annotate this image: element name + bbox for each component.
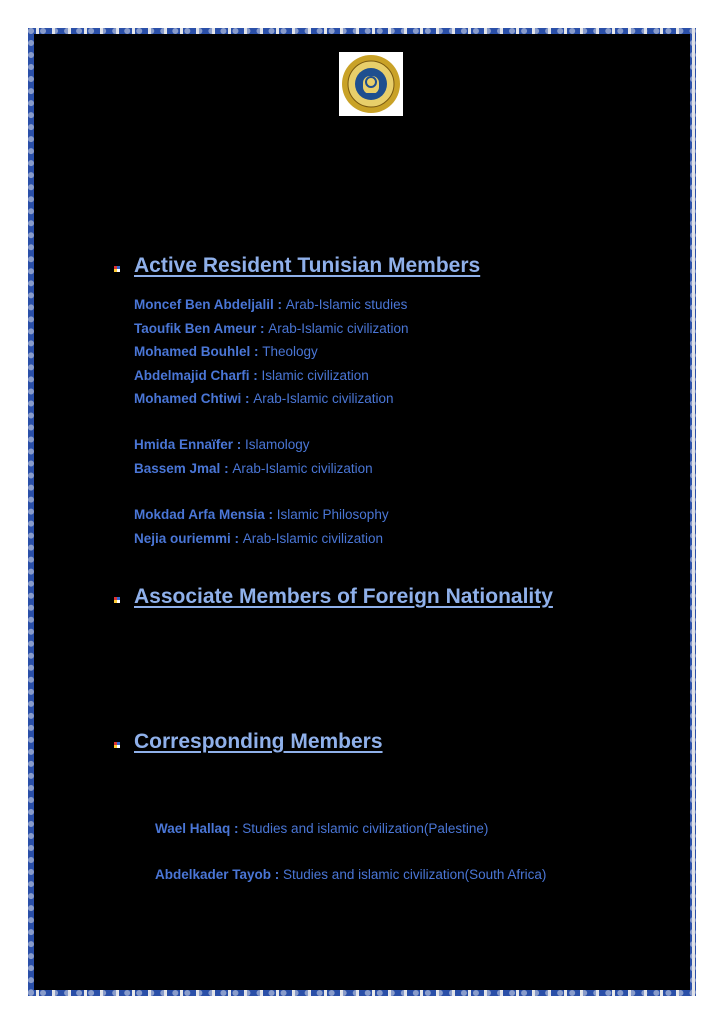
- member-name: Moncef Ben Abdeljalil: [134, 297, 274, 312]
- member-name: Bassem Jmal: [134, 461, 221, 476]
- member-link[interactable]: [134, 368, 369, 383]
- section-bullet-icon: [114, 597, 120, 603]
- member-separator: :: [264, 507, 277, 522]
- member-field: Islamic Philosophy: [276, 507, 389, 522]
- section-title-active-members[interactable]: Active Resident Tunisian Members: [134, 254, 481, 277]
- member-link[interactable]: [134, 321, 409, 336]
- member-name: Abdelkader Tayob: [155, 867, 272, 882]
- member-separator: :: [230, 531, 243, 546]
- member-separator: :: [241, 391, 254, 406]
- member-name: Abdelmajid Charfi: [134, 368, 250, 383]
- member-name: Mohamed Bouhlel: [134, 344, 251, 359]
- member-link[interactable]: [134, 391, 394, 406]
- member-name: Taoufik Ben Ameur: [134, 321, 257, 336]
- member-field: Arab-Islamic civilization: [268, 321, 409, 336]
- member-separator: :: [220, 461, 233, 476]
- member-link[interactable]: [134, 297, 407, 312]
- member-field: Studies and islamic civilization(South Africa): [283, 867, 547, 882]
- member-link[interactable]: [134, 507, 389, 522]
- member-field: Arab-Islamic civilization: [253, 391, 394, 406]
- member-link[interactable]: [155, 821, 488, 836]
- academy-emblem-icon: [339, 52, 403, 116]
- section-bullet-icon: [114, 742, 120, 748]
- member-link[interactable]: [134, 437, 310, 452]
- member-name: Nejia ouriemmi: [134, 531, 231, 546]
- page-border-frame: [28, 28, 696, 996]
- section-bullet-icon: [114, 266, 120, 272]
- member-link[interactable]: [155, 867, 546, 882]
- member-name: Hmida Ennaïfer: [134, 437, 234, 452]
- member-link[interactable]: [134, 531, 383, 546]
- member-link[interactable]: [134, 344, 318, 359]
- member-separator: :: [271, 867, 284, 882]
- member-separator: :: [273, 297, 286, 312]
- member-name: Mohamed Chtiwi: [134, 391, 242, 406]
- member-separator: :: [233, 437, 246, 452]
- section-title-corresponding-members[interactable]: Corresponding Members: [134, 730, 383, 753]
- member-name: Wael Hallaq: [155, 821, 231, 836]
- member-field: Islamology: [245, 437, 310, 452]
- member-link[interactable]: [134, 461, 373, 476]
- member-field: Arab-Islamic studies: [285, 297, 408, 312]
- member-field: Islamic civilization: [261, 368, 369, 383]
- member-field: Studies and islamic civilization(Palestine): [242, 821, 489, 836]
- member-separator: :: [230, 821, 243, 836]
- member-field: Arab-Islamic civilization: [242, 531, 384, 546]
- member-separator: :: [250, 344, 263, 359]
- member-name: Mokdad Arfa Mensia: [134, 507, 265, 522]
- member-separator: :: [249, 368, 262, 383]
- member-field: Arab-Islamic civilization: [232, 461, 373, 476]
- section-title-associate-members[interactable]: Associate Members of Foreign Nationality: [134, 585, 553, 608]
- member-separator: :: [256, 321, 269, 336]
- member-field: Theology: [262, 344, 318, 359]
